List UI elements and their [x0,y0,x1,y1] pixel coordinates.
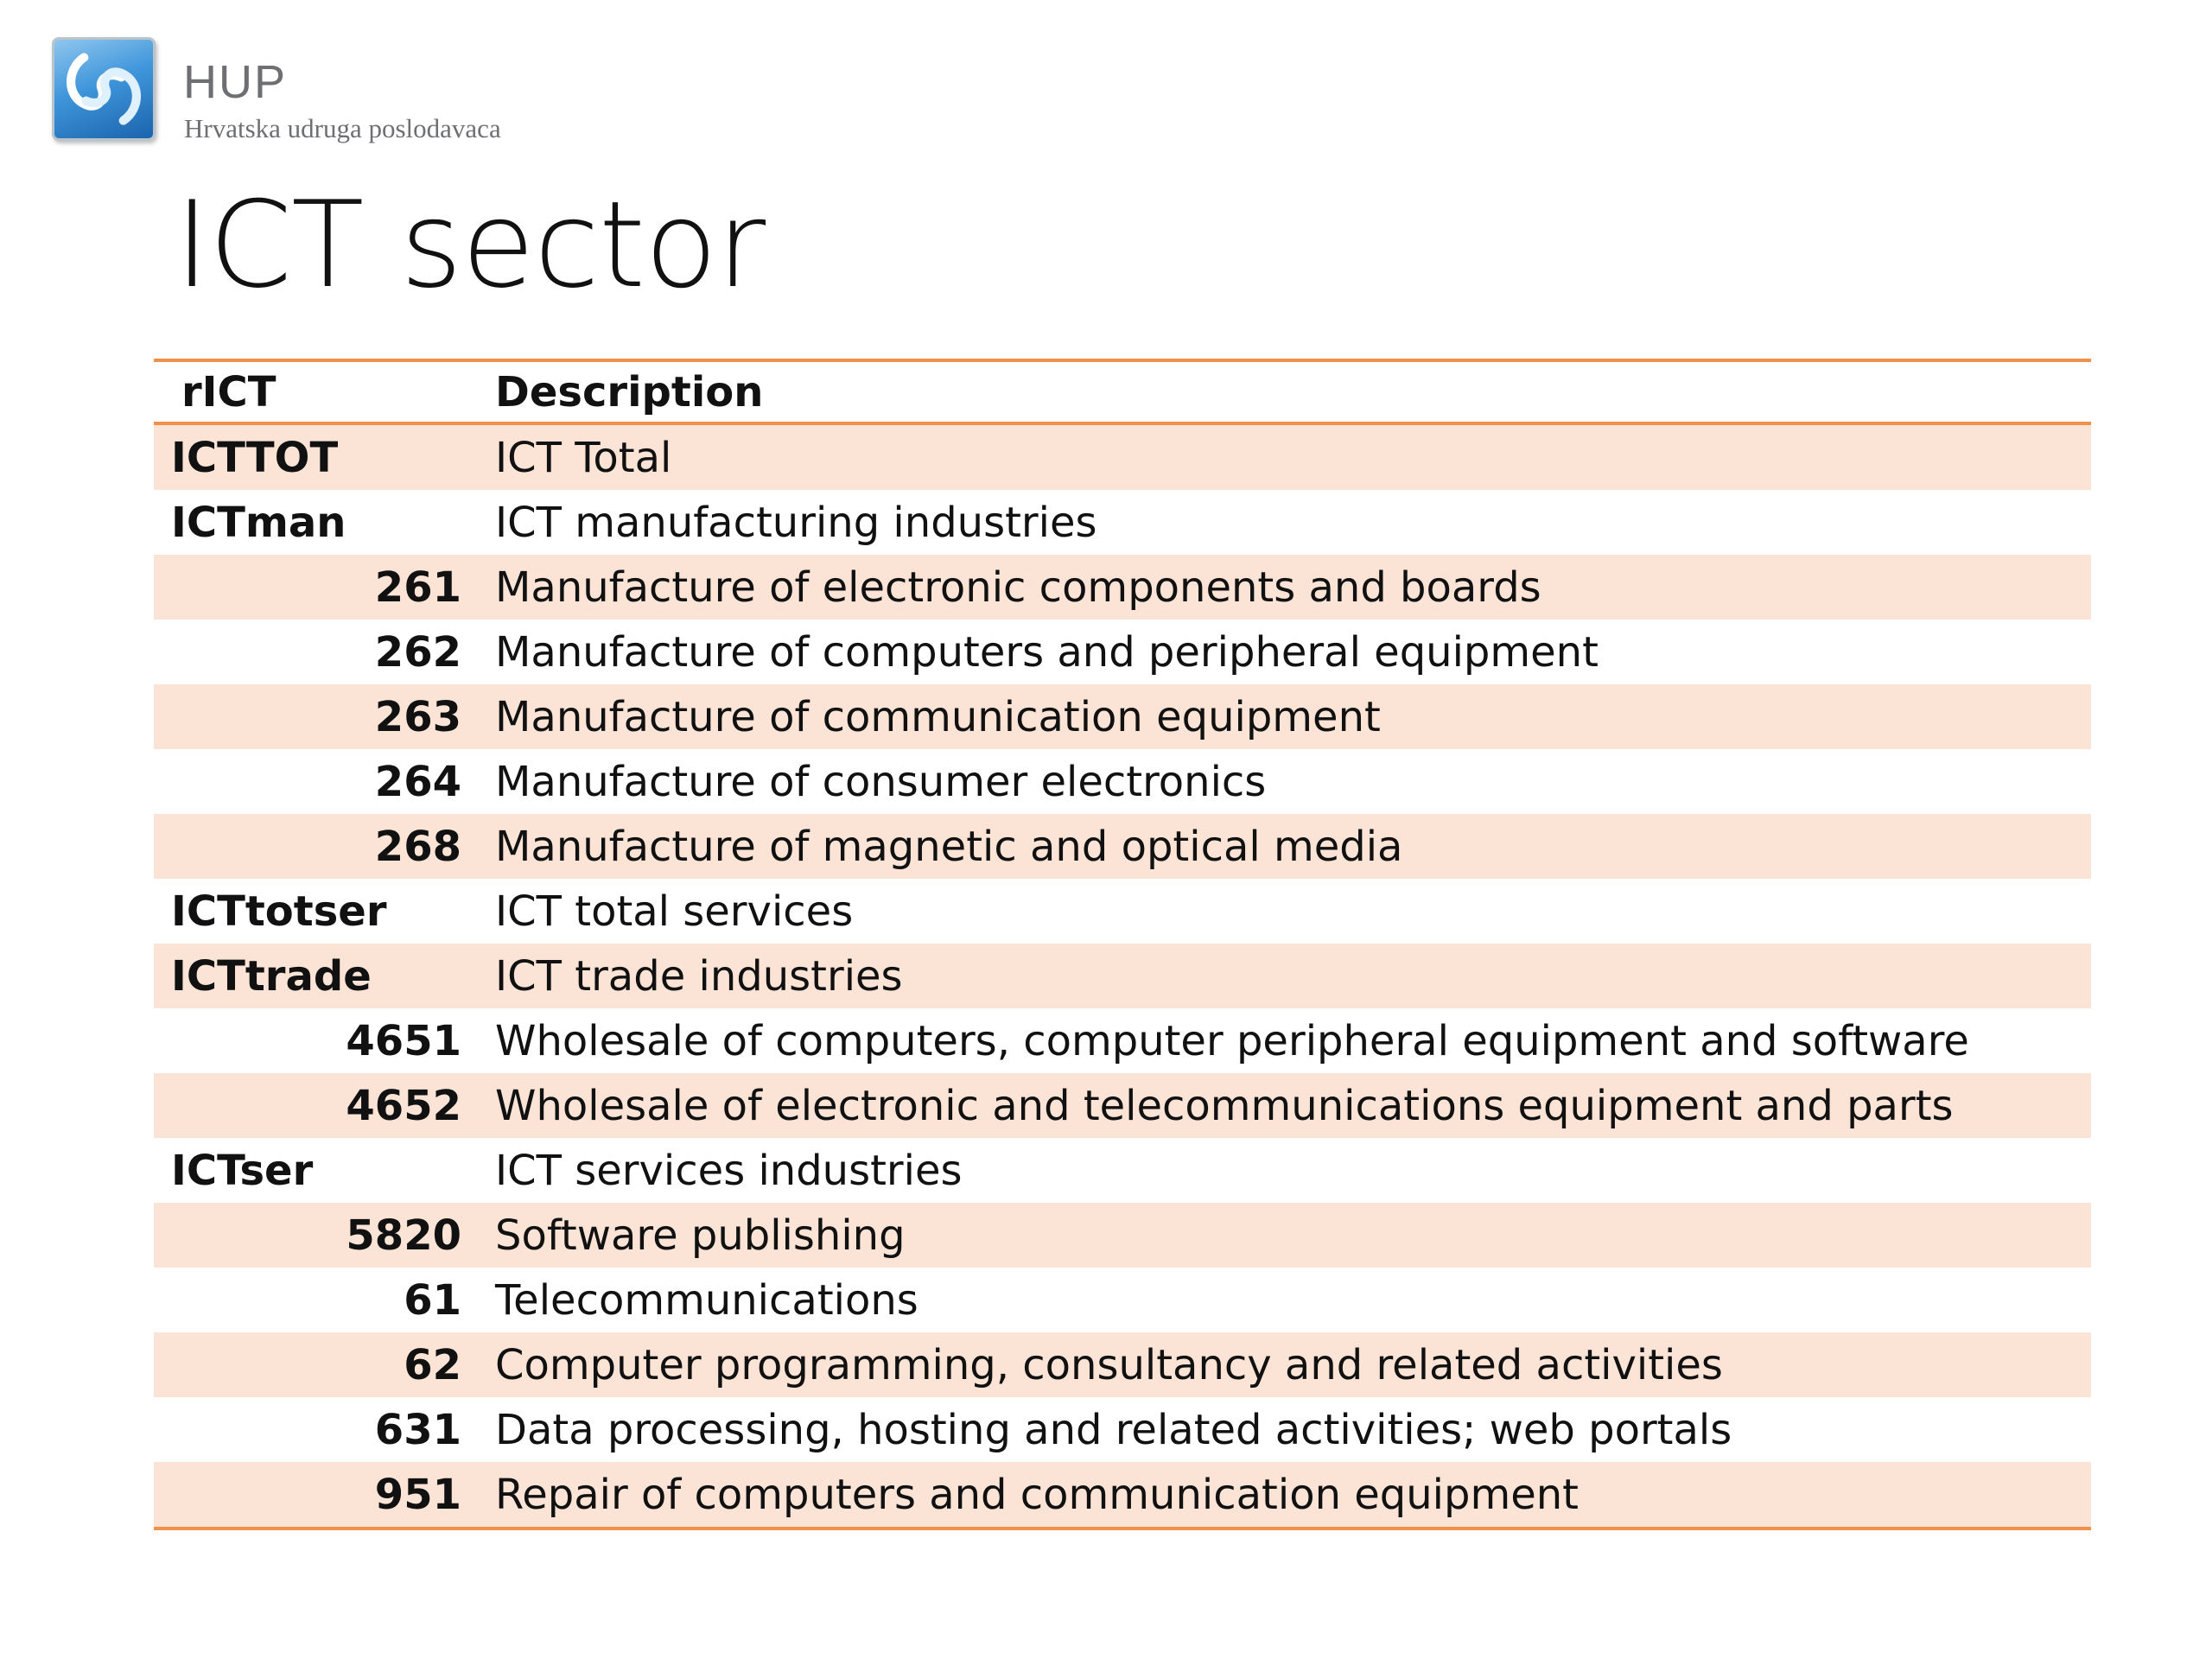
row-description: Manufacture of communication equipment [495,692,1381,741]
row-description: Manufacture of electronic components and boards [495,563,1541,612]
table-row [154,1462,2091,1527]
row-code: 268 [374,822,461,871]
table-row [154,620,2091,684]
row-code: 4651 [346,1016,461,1065]
table-row [154,814,2091,879]
header-description: Description [495,367,764,416]
row-code: 263 [374,692,461,741]
row-code: 262 [374,627,461,677]
row-description: ICT services industries [495,1146,963,1195]
table-row [154,555,2091,620]
row-description: Manufacture of magnetic and optical media [495,822,1403,871]
row-code: 4652 [346,1081,461,1130]
row-code: 951 [374,1470,461,1519]
table-row [154,1203,2091,1268]
table-row [154,749,2091,814]
table-row [154,425,2091,490]
row-description: Telecommunications [495,1275,918,1325]
row-code: 5820 [346,1211,461,1260]
row-code: 631 [374,1405,461,1454]
row-description: Manufacture of computers and peripheral equipment [495,627,1599,677]
hup-logo-icon [52,37,156,141]
row-description: Wholesale of computers, computer peripheral equipment and software [495,1016,1969,1065]
row-description: Wholesale of electronic and telecommunications equipment and parts [495,1081,1954,1130]
row-code: 264 [374,757,461,806]
header-code: rICT [181,367,276,416]
table-row [154,1397,2091,1462]
table-body [154,425,2091,1527]
logo-tagline: Hrvatska udruga poslodavaca [184,113,501,143]
row-code: 61 [404,1275,461,1325]
row-code: ICTman [171,498,346,547]
table-row [154,1008,2091,1073]
row-code: ICTtotser [171,887,387,936]
table-row [154,944,2091,1008]
row-description: ICT Total [495,433,672,482]
row-code: ICTTOT [171,433,339,482]
row-code: ICTser [171,1146,314,1195]
table-row [154,1073,2091,1138]
table-row [154,879,2091,944]
table-row [154,1138,2091,1203]
row-description: Manufacture of consumer electronics [495,757,1267,806]
row-description: Repair of computers and communication equipment [495,1470,1579,1519]
logo-name: HUP [183,56,288,108]
row-description: ICT trade industries [495,951,903,1001]
table-row [154,684,2091,749]
page-title: ICT sector [175,175,766,315]
row-code: 261 [374,563,461,612]
row-description: Computer programming, consultancy and related activities [495,1340,1723,1389]
row-code: ICTtrade [171,951,372,1001]
row-description: Data processing, hosting and related activities; web portals [495,1405,1732,1454]
ict-classification-table [154,359,2091,1530]
row-description: Software publishing [495,1211,906,1260]
row-description: ICT manufacturing industries [495,498,1097,547]
table-row [154,1268,2091,1332]
table-row [154,490,2091,555]
row-code: 62 [404,1340,461,1389]
table-header-row [154,362,2091,425]
table-row [154,1332,2091,1397]
row-description: ICT total services [495,887,854,936]
